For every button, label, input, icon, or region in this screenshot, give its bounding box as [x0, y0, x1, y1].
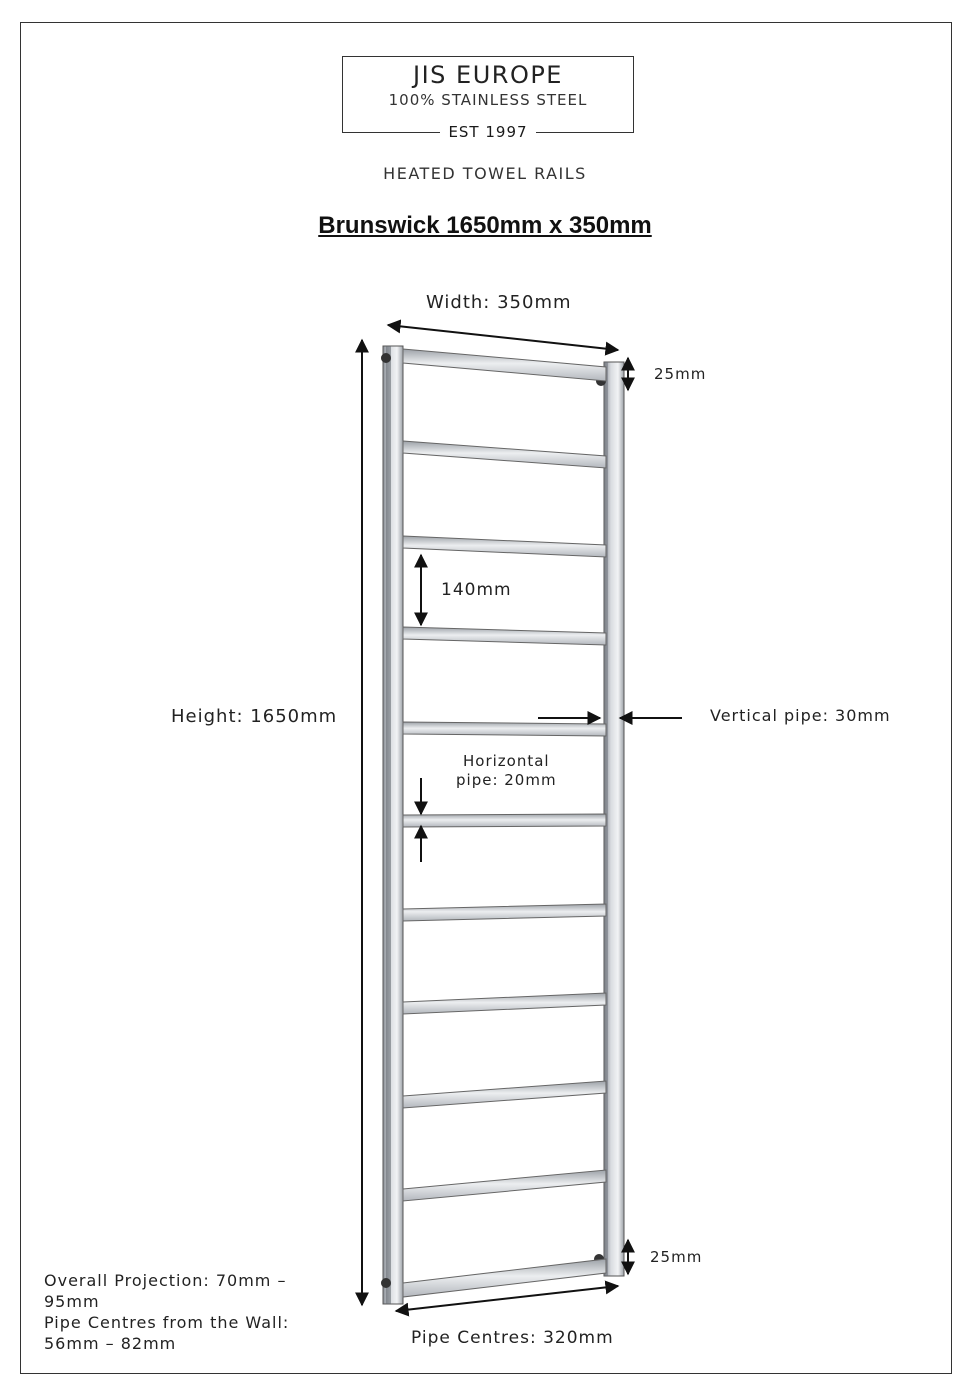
rail-3	[403, 536, 606, 557]
brand-subtitle: 100% STAINLESS STEEL	[388, 91, 588, 109]
installation-notes	[44, 1270, 324, 1354]
rail-10	[403, 1170, 606, 1201]
brand-tagline: HEATED TOWEL RAILS	[383, 164, 587, 183]
rail-spacing-label: 140mm	[441, 580, 512, 600]
rail-4	[403, 627, 606, 645]
horizontal-rails	[403, 349, 606, 1297]
bottom-offset-label: 25mm	[650, 1248, 703, 1266]
rail-9	[403, 1081, 606, 1108]
height-label: Height: 1650mm	[171, 706, 338, 727]
rail-8	[403, 993, 606, 1014]
width-label: Width: 350mm	[426, 292, 572, 313]
rail-5	[403, 722, 606, 736]
wall-centres-note: Pipe Centres from the Wall: 56mm – 82mm	[44, 1313, 290, 1353]
vertical-pipe-label: Vertical pipe: 30mm	[710, 706, 891, 725]
horizontal-pipe-label-line1: Horizontal	[463, 752, 550, 770]
brand-name: JIS EUROPE	[413, 61, 563, 89]
pipe-centres-label: Pipe Centres: 320mm	[411, 1328, 614, 1348]
top-offset-label: 25mm	[654, 365, 707, 383]
horizontal-pipe-label-line2: pipe: 20mm	[456, 771, 557, 789]
rail-2	[403, 441, 606, 468]
left-vertical-pipe	[381, 346, 403, 1304]
established-text: EST 1997	[440, 123, 535, 141]
width-dimension-arrow	[388, 325, 618, 350]
rail-6	[403, 814, 606, 827]
projection-note: Overall Projection: 70mm – 95mm	[44, 1271, 287, 1311]
product-title: Brunswick 1650mm x 350mm	[318, 212, 652, 239]
rail-1	[403, 349, 606, 381]
rail-7	[403, 904, 606, 921]
